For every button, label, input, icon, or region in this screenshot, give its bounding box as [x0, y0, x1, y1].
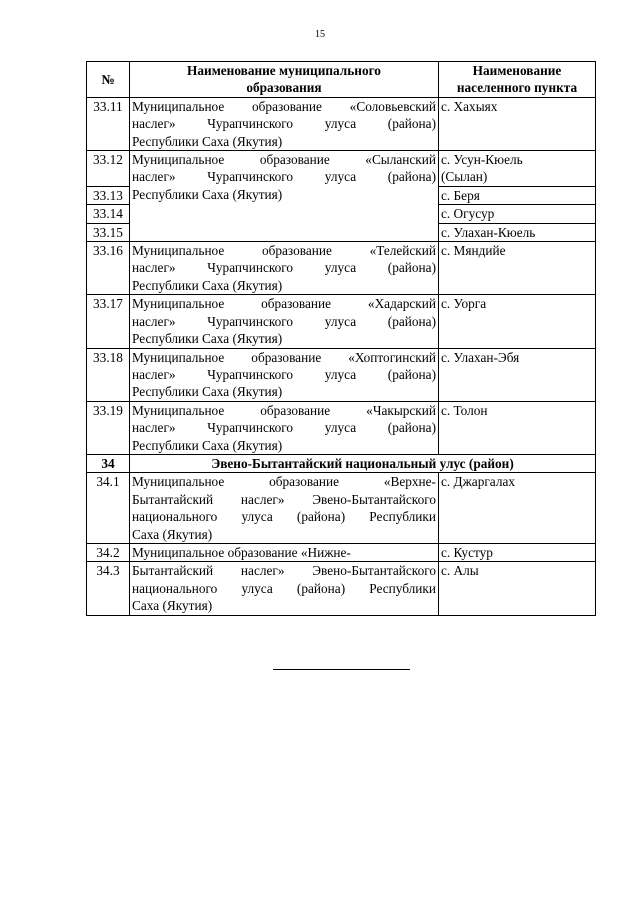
municipality-line: национального улуса (района) Республики	[132, 509, 436, 525]
municipality-name	[130, 295, 439, 348]
municipality-name	[130, 348, 439, 401]
settlement-line: с. Толон	[441, 402, 488, 418]
municipality-name	[130, 401, 439, 454]
row-number: 33.18	[87, 348, 130, 401]
municipality-line: национального улуса (района) Республики	[132, 580, 436, 596]
settlement-name	[439, 205, 596, 223]
table-header	[87, 62, 596, 98]
municipality-line: Муниципальное образование «Соловьевский	[132, 98, 436, 114]
municipality-line: наслег» Чурапчинского улуса (района)	[132, 169, 436, 185]
municipality-line: наслег» Чурапчинского улуса (района)	[132, 313, 436, 329]
settlement-line: с. Усун-Кюель	[441, 152, 523, 168]
row-number: 33.16	[87, 242, 130, 295]
municipality-line: Республики Саха (Якутия)	[132, 186, 283, 202]
settlement-line: с. Огусур	[441, 206, 495, 222]
municipality-name	[130, 242, 439, 295]
header-municipality: Наименование муниципального образования	[130, 62, 439, 98]
row-number: 33.12	[87, 151, 130, 187]
table-row	[87, 454, 596, 472]
municipality-name	[130, 97, 439, 150]
settlement-name	[439, 151, 596, 187]
settlement-name	[439, 401, 596, 454]
municipality-line: Муниципальное образование «Телейский	[132, 243, 436, 259]
table-row	[87, 401, 596, 454]
municipality-name	[130, 562, 439, 615]
row-number: 34.2	[87, 543, 130, 561]
settlement-line: с. Улахан-Эбя	[441, 349, 520, 365]
table-row	[87, 562, 596, 615]
municipality-line: наслег» Чурапчинского улуса (района)	[132, 420, 436, 436]
settlement-name	[439, 242, 596, 295]
municipality-name	[130, 543, 439, 561]
table-body	[87, 97, 596, 615]
table-row	[87, 473, 596, 544]
row-number: 33.13	[87, 186, 130, 204]
municipality-line: Муниципальное образование «Верхне-	[132, 474, 436, 490]
table-row	[87, 151, 596, 187]
municipality-line: Республики Саха (Якутия)	[132, 277, 283, 293]
settlement-name	[439, 295, 596, 348]
section-number: 34	[87, 454, 130, 472]
settlement-line: с. Беря	[441, 187, 480, 203]
settlement-line: с. Хахыях	[441, 98, 498, 114]
municipality-line: наслег» Чурапчинского улуса (района)	[132, 116, 436, 132]
settlement-name	[439, 562, 596, 615]
municipality-line: Муниципальное образование «Чакырский	[132, 402, 436, 418]
settlement-name	[439, 186, 596, 204]
municipality-line: наслег» Чурапчинского улуса (района)	[132, 366, 436, 382]
municipality-line: Муниципальное образование «Нижне-	[132, 544, 351, 560]
settlements-table	[86, 61, 596, 616]
settlement-line: с. Алы	[441, 563, 479, 579]
settlement-name	[439, 97, 596, 150]
settlement-name	[439, 543, 596, 561]
settlement-line: (Сылан)	[441, 169, 488, 185]
municipality-line: Бытантайский наслег» Эвено-Бытантайского	[132, 563, 436, 579]
municipality-line: Республики Саха (Якутия)	[132, 133, 283, 149]
row-number: 33.14	[87, 205, 130, 223]
municipality-line: Бытантайский наслег» Эвено-Бытантайского	[132, 491, 436, 507]
settlement-name	[439, 348, 596, 401]
municipality-line: Муниципальное образование «Хадарский	[132, 296, 436, 312]
settlement-line: с. Улахан-Кюель	[441, 224, 536, 240]
municipality-line: Саха (Якутия)	[132, 526, 213, 542]
settlement-name	[439, 473, 596, 544]
municipality-name	[130, 473, 439, 544]
municipality-line: Муниципальное образование «Хоптогинский	[132, 349, 436, 365]
table-row	[87, 242, 596, 295]
closing-line	[273, 669, 410, 670]
settlement-line: с. Мяндийе	[441, 243, 506, 259]
row-number: 34.3	[87, 562, 130, 615]
municipality-line: Муниципальное образование «Сыланский	[132, 152, 436, 168]
row-number: 33.15	[87, 223, 130, 241]
table-row	[87, 348, 596, 401]
municipality-name	[130, 151, 439, 242]
row-number: 33.17	[87, 295, 130, 348]
table-row	[87, 295, 596, 348]
row-number: 33.19	[87, 401, 130, 454]
row-number: 34.1	[87, 473, 130, 544]
municipality-line: Республики Саха (Якутия)	[132, 384, 283, 400]
settlement-line: с. Уорга	[441, 296, 487, 312]
header-number: №	[87, 62, 130, 98]
municipality-line: наслег» Чурапчинского улуса (района)	[132, 260, 436, 276]
settlement-name	[439, 223, 596, 241]
table-row	[87, 543, 596, 561]
section-title: Эвено-Бытантайский национальный улус (район)	[130, 454, 596, 472]
page-number: 15	[315, 29, 325, 40]
municipality-line: Республики Саха (Якутия)	[132, 437, 283, 453]
table-row	[87, 97, 596, 150]
header-settlement: Наименование населенного пункта	[439, 62, 596, 98]
municipality-line: Республики Саха (Якутия)	[132, 331, 283, 347]
municipality-line: Саха (Якутия)	[132, 598, 213, 614]
settlement-line: с. Джаргалах	[441, 474, 516, 490]
settlement-line: с. Кустур	[441, 544, 493, 560]
row-number: 33.11	[87, 97, 130, 150]
